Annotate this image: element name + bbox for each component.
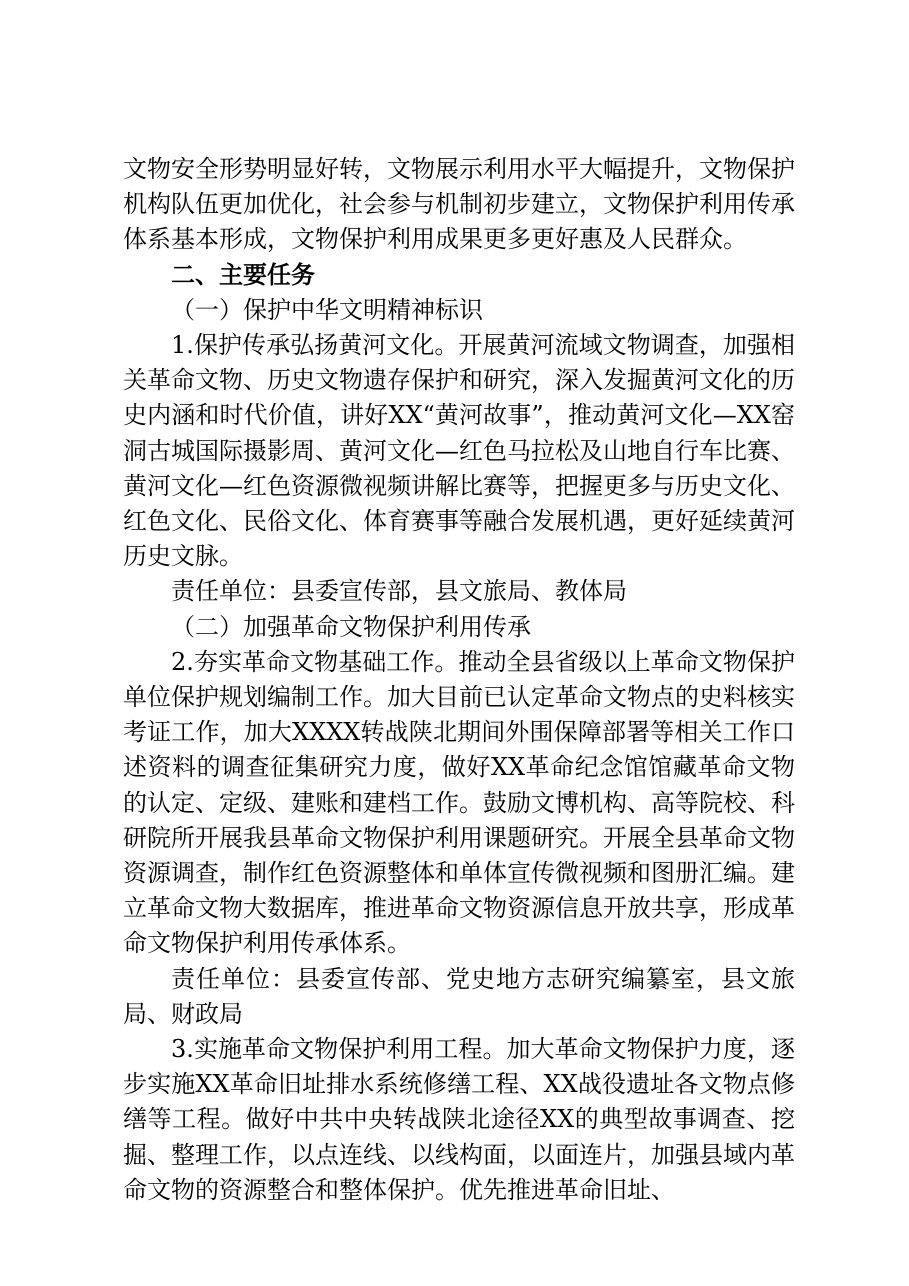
paragraph-item-1: 1.保护传承弘扬黄河文化。开展黄河流域文物调查，加强相关革命文物、历史文物遗存保护和研究，深入发掘黄河文化的历史内涵和时代价值，讲好XX“黄河故事”，推动黄河文化—XX窑洞古城国际摄影周、黄河文化—红色马拉松及山地自行车比赛、黄河文化—红色资源微视频讲解比赛等，把握更多与历史文化、红色文化、民俗文化、体育赛事等融合发展机遇，更好延续黄河历史文脉。 — [123, 331, 795, 571]
responsible-units-2: 责任单位：县委宣传部、党史地方志研究编纂室，县文旅局、财政局 — [123, 964, 795, 1028]
subsection-heading-1: （一）保护中华文明精神标识 — [171, 295, 483, 324]
paragraph-item-3: 3.实施革命文物保护利用工程。加大革命文物保护力度，逐步实施XX革命旧址排水系统修缮工程、XX战役遗址各文物点修缮等工程。做好中共中央转战陕北途径XX的典型故事调查、挖掘、整理工作，以点连线、以线构面，以面连片，加强县域内革命文物的资源整合和整体保护。优先推进革命旧址、 — [123, 1035, 795, 1204]
paragraph-intro: 文物安全形势明显好转，文物展示利用水平大幅提升，文物保护机构队伍更加优化，社会参与机制初步建立，文物保护利用传承体系基本形成，文物保护利用成果更多更好惠及人民群众。 — [123, 155, 795, 254]
subsection-heading-2: （二）加强革命文物保护利用传承 — [171, 612, 531, 641]
document-body — [123, 152, 795, 1208]
paragraph-item-2: 2.夯实革命文物基础工作。推动全县省级以上革命文物保护单位保护规划编制工作。加大目前已认定革命文物点的史料核实考证工作，加大XXXX转战陕北期间外围保障部署等相关工作口述资料的调查征集研究力度，做好XX革命纪念馆馆藏革命文物的认定、定级、建账和建档工作。鼓励文博机构、高等院校、科研院所开展我县革命文物保护利用课题研究。开展全县革命文物资源调查，制作红色资源整体和单体宣传微视频和图册汇编。建立革命文物大数据库，推进革命文物资源信息开放共享，形成革命文物保护利用传承体系。 — [123, 647, 795, 958]
responsible-units-1: 责任单位：县委宣传部，县文旅局、教体局 — [171, 577, 627, 606]
section-heading-main-tasks: 二、主要任务 — [171, 260, 315, 289]
